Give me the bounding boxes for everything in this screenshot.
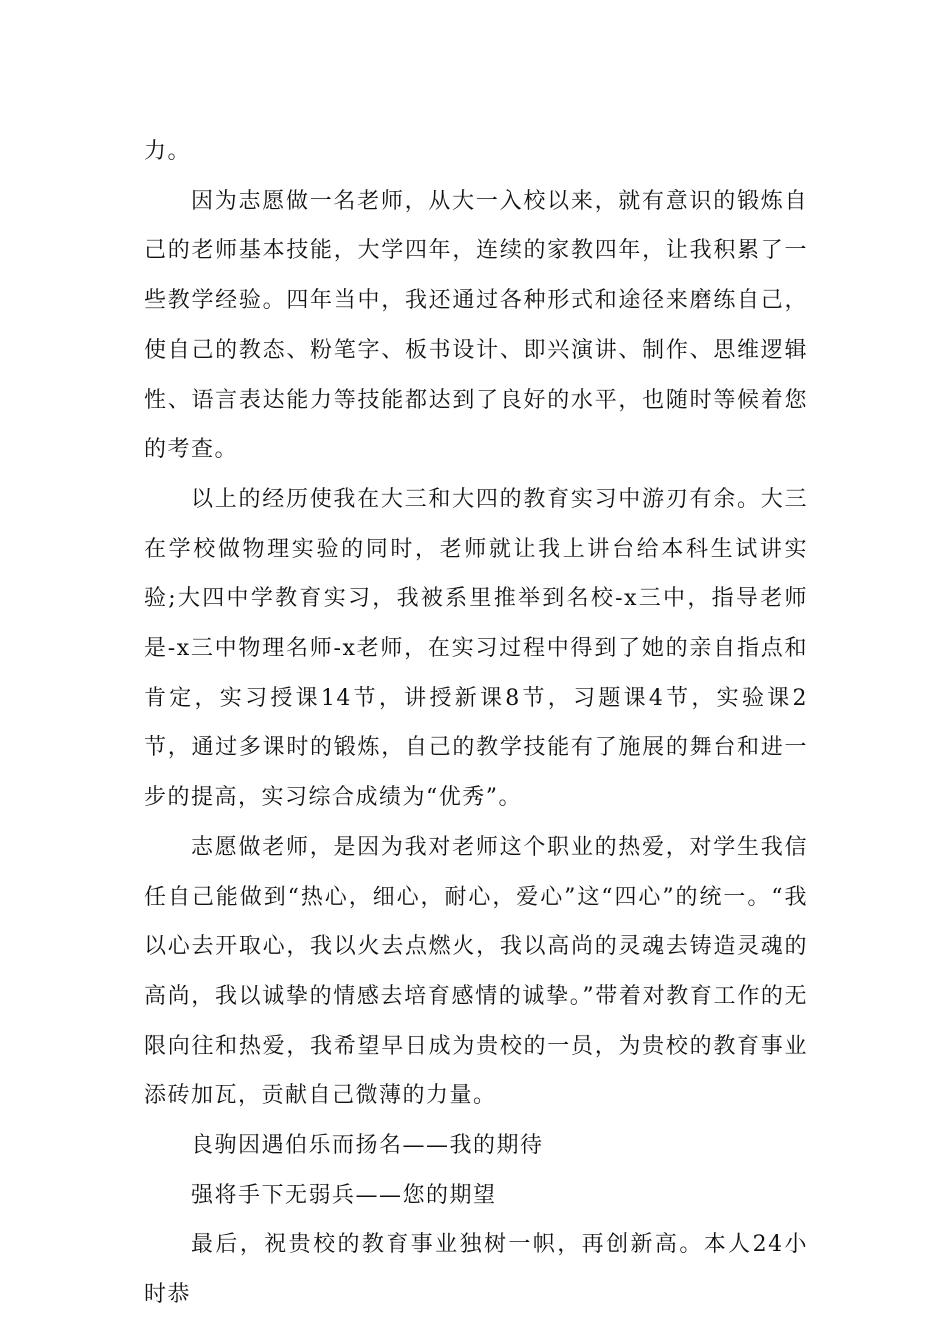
paragraph-internship: 以上的经历使我在大三和大四的教育实习中游刃有余。大三在学校做物理实验的同时，老师就让我上讲台给本科生试讲实验;大四中学教育实习，我被系里推举到名校-x三中，指导老师是-x三中物理名师-x老师，在实习过程中得到了她的亲自指点和肯定，实习授课14节，讲授新课8节，习题课4节，实验课2节，通过多课时的锻炼，自己的教学技能有了施展的舞台和进一步的提高，实习综合成绩为“优秀”。: [144, 486, 808, 811]
paragraph-skills: 因为志愿做一名老师，从大一入校以来，就有意识的锻炼自己的老师基本技能，大学四年，连续的家教四年，让我积累了一些教学经验。四年当中，我还通过各种形式和途径来磨练自己，使自己的教态、粉笔字、板书设计、即兴演讲、制作、思维逻辑性、语言表达能力等技能都达到了良好的水平，也随时等候着您的考查。: [144, 188, 808, 463]
paragraph-motto-hope: 强将手下无弱兵——您的期望: [191, 1182, 497, 1208]
document-body: [144, 127, 808, 1320]
paragraph-motivation: 志愿做老师，是因为我对老师这个职业的热爱，对学生我信任自己能做到“热心，细心，耐心，爱心”这“四心”的统一。“我以心去开取心，我以火去点燃火，我以高尚的灵魂去铸造灵魂的高尚，我以诚挚的情感去培育感情的诚挚。”带着对教育工作的无限向往和热爱，我希望早日成为贵校的一员，为贵校的教育事业添砖加瓦，贡献自己微薄的力量。: [144, 834, 808, 1109]
paragraph-closing: 最后，祝贵校的教育事业独树一帜，再创新高。本人24小时恭: [144, 1232, 808, 1308]
paragraph-motto-expectation: 良驹因遇伯乐而扬名——我的期待: [191, 1133, 544, 1159]
paragraph-continuation: 力。: [144, 139, 192, 164]
